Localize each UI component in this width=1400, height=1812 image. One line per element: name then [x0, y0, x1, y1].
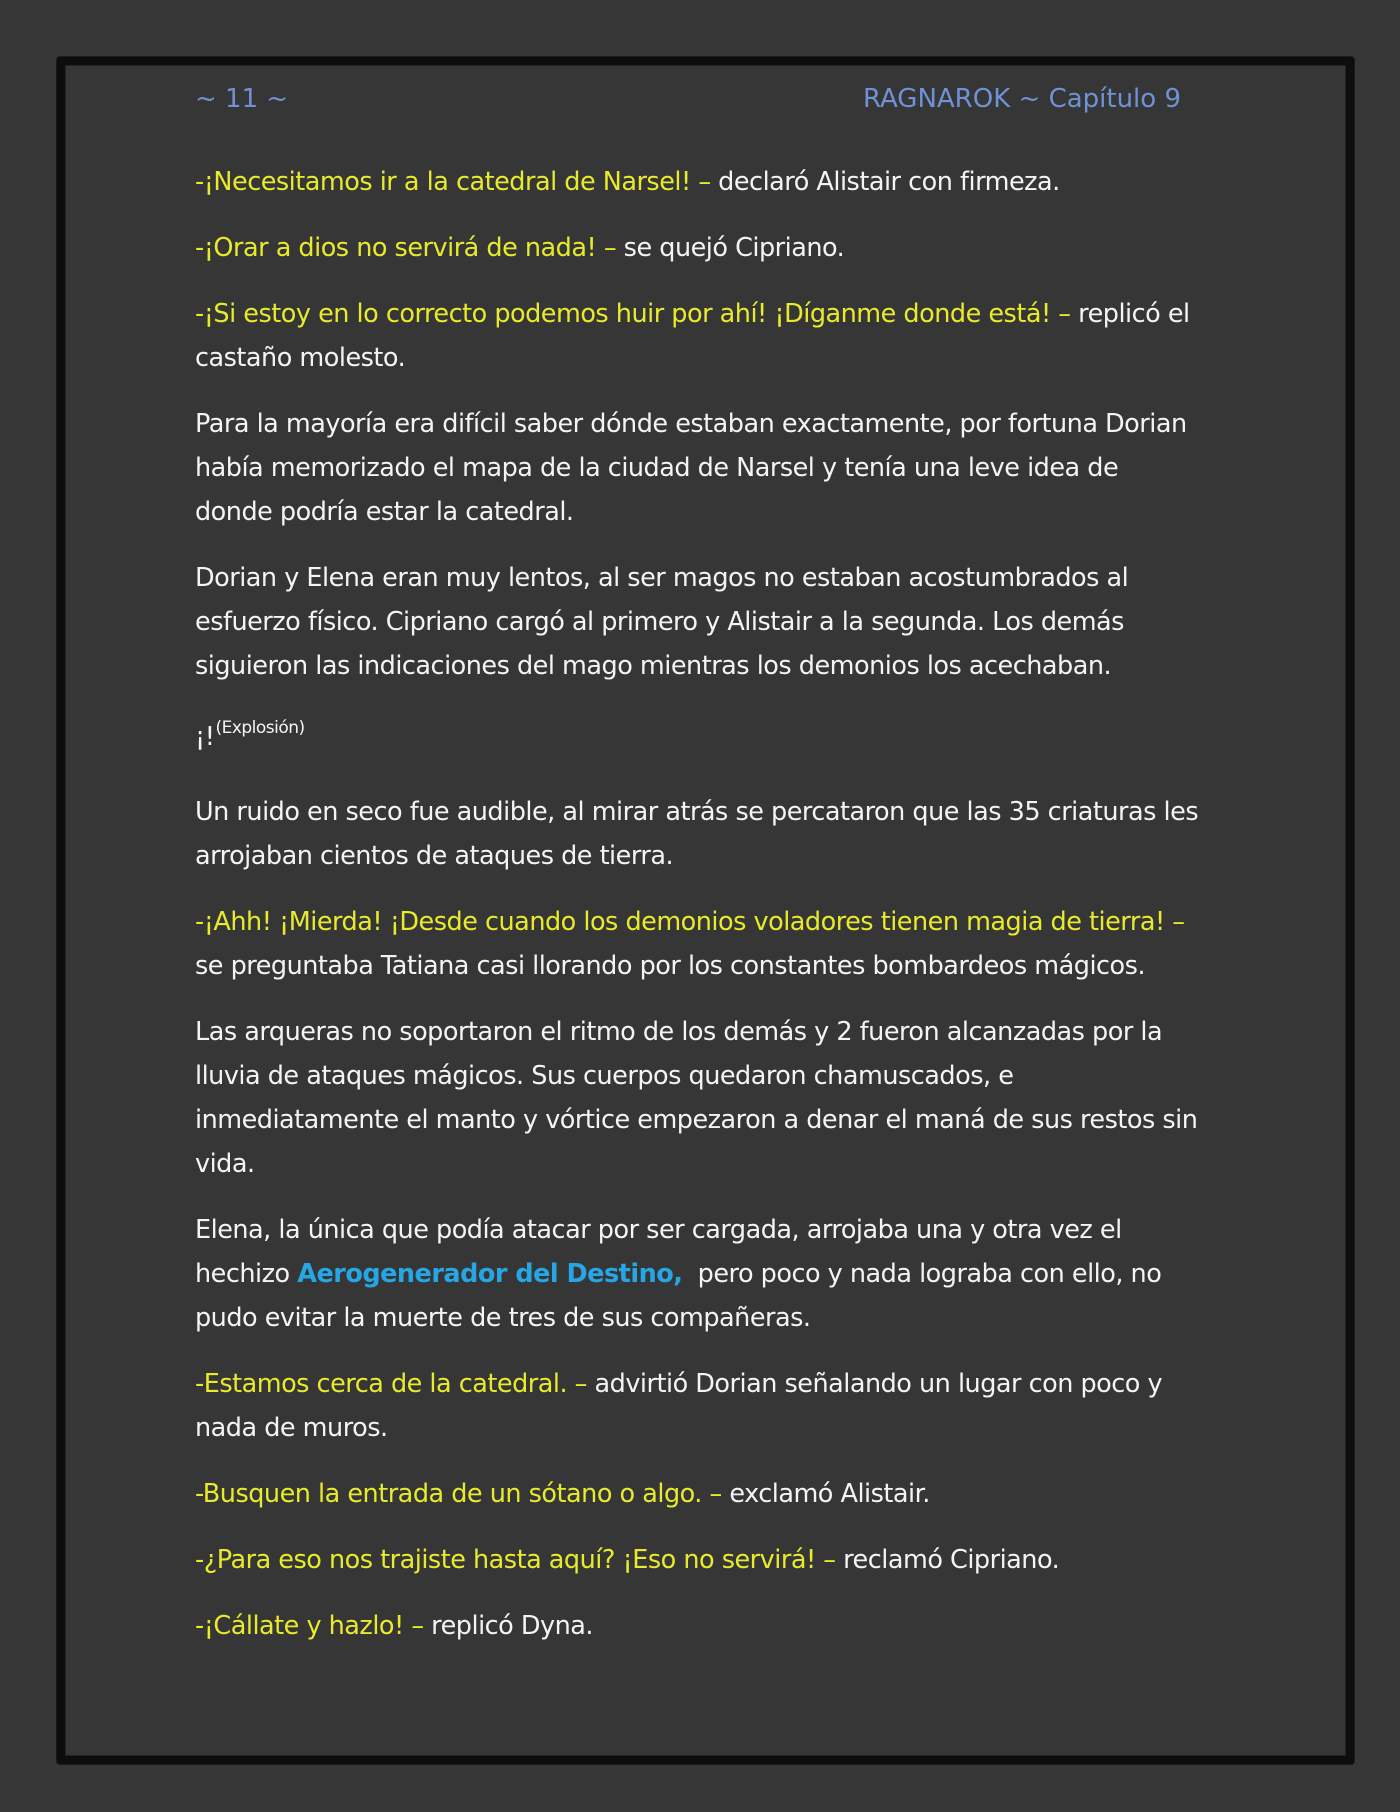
narration-text: se quejó Cipriano. — [616, 233, 845, 263]
paragraph-dialogue — [195, 1604, 1200, 1648]
narration-text: exclamó Alistair. — [721, 1479, 930, 1509]
page-number: ~ 11 ~ — [195, 84, 289, 114]
page-header — [195, 84, 1181, 124]
paragraph-dialogue — [195, 160, 1200, 204]
sfx-symbol: ¡! — [195, 722, 215, 752]
dialogue-text: -¡Orar a dios no servirá de nada! – — [195, 233, 617, 263]
narration-text: se preguntaba Tatiana casi llorando por los constantes bombardeos mágicos. — [195, 951, 1146, 981]
dialogue-text: -¡Ahh! ¡Mierda! ¡Desde cuando los demonios voladores tienen magia de tierra! – — [195, 907, 1185, 937]
dialogue-text: -Estamos cerca de la catedral. – — [195, 1369, 587, 1399]
narration-text: declaró Alistair con firmeza. — [710, 167, 1060, 197]
narration-text: reclamó Cipriano. — [835, 1545, 1060, 1575]
paragraph-narration: Un ruido en seco fue audible, al mirar atrás se percataron que las 35 criaturas les arrojaban cientos de ataques de tierra. — [195, 797, 1199, 871]
narration-text: replicó Dyna. — [423, 1611, 593, 1641]
paragraph-narration: Las arqueras no soportaron el ritmo de los demás y 2 fueron alcanzadas por la lluvia de ataques mágicos. Sus cuerpos quedaron chamuscados, e inmediatamente el manto y vórtice empezaron a denar el maná de sus restos sin vida. — [195, 1017, 1198, 1179]
paragraph-narration: Para la mayoría era difícil saber dónde estaban exactamente, por fortuna Dorian había memorizado el mapa de la ciudad de Narsel y tenía una leve idea de donde podría estar la catedral. — [195, 409, 1187, 527]
sfx-note: (Explosión) — [215, 718, 305, 738]
paragraph-spell — [195, 1208, 1200, 1340]
narration-text: pero poco y nada lograba con ello, no pudo evitar la muerte de tres de sus compañeras. — [195, 1259, 1169, 1333]
paragraph-narration: Dorian y Elena eran muy lentos, al ser magos no estaban acostumbrados al esfuerzo físico. Cipriano cargó al primero y Alistair a la segunda. Los demás siguieron las indicaciones del mago mientras los demonios los acechaban. — [195, 563, 1129, 681]
paragraph-dialogue — [195, 226, 1200, 270]
paragraph-dialogue — [195, 292, 1200, 380]
narration-text: advirtió Dorian señalando un lugar con poco y nada de muros. — [195, 1369, 1163, 1443]
chapter-title: RAGNAROK ~ Capítulo 9 — [862, 84, 1181, 114]
paragraph-dialogue — [195, 1538, 1200, 1582]
dialogue-text: -¿Para eso nos trajiste hasta aquí? ¡Eso no servirá! – — [195, 1545, 836, 1575]
narration-text: Elena, la única que podía atacar por ser cargada, arrojaba una y otra vez el hechizo — [195, 1215, 1122, 1289]
dialogue-text: -¡Necesitamos ir a la catedral de Narsel! – — [195, 167, 711, 197]
paragraph-dialogue — [195, 1472, 1200, 1516]
page-body — [195, 160, 1200, 1670]
spell-name: Aerogenerador del Destino, — [297, 1259, 683, 1289]
paragraph-dialogue — [195, 900, 1200, 988]
dialogue-text: -Busquen la entrada de un sótano o algo. – — [195, 1479, 722, 1509]
dialogue-text: -¡Cállate y hazlo! – — [195, 1611, 424, 1641]
narration-text: replicó el castaño molesto. — [195, 299, 1190, 373]
paragraph-dialogue — [195, 1362, 1200, 1450]
dialogue-text: -¡Si estoy en lo correcto podemos huir por ahí! ¡Díganme donde está! – — [195, 299, 1071, 329]
sound-effect — [195, 710, 1200, 768]
